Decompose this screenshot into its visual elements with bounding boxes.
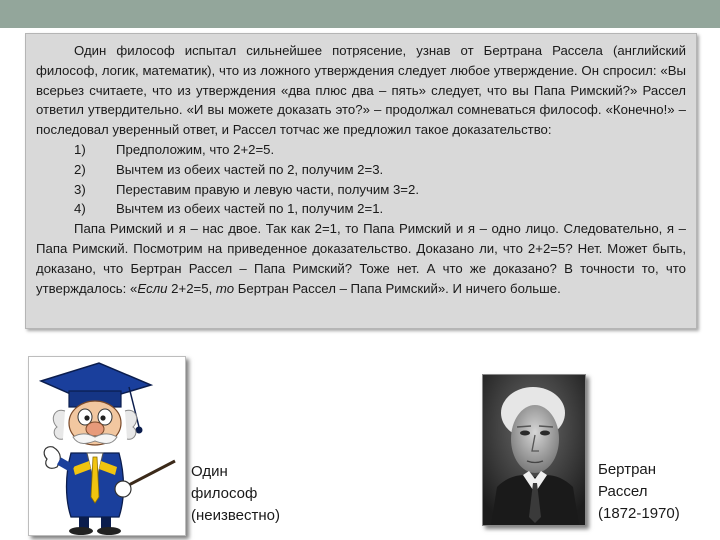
paragraph-intro: Один философ испытал сильнейшее потрясение, узнав от Бертрана Рассела (английский философ, логик, математик), что из ложного утверждения следует любое утверждение. Он спросил: «Вы всерьез считаете, что из утверждения «два плюс два – пять» следует, что вы Папа Римский?» Рассел ответил утвердительно. «И вы можете доказать это?» – продолжал сомневаться философ. «Конечно!» – последовал уверенный ответ, и Рассел тотчас же предложил такое доказательство: [36, 43, 686, 138]
step-text: Вычтем из обеих частей по 2, получим 2=3. [116, 161, 384, 177]
step-number: 4) [74, 201, 86, 217]
philosopher-cartoon-drawing [29, 357, 185, 535]
paragraph-conclusion [36, 219, 686, 298]
russell-portrait-drawing [483, 375, 585, 525]
caption-line: (1872-1970) [598, 505, 680, 522]
story-text-box [25, 33, 697, 329]
proof-step [36, 199, 686, 219]
caption-russell [598, 459, 680, 525]
caption-line: Рассел [598, 483, 648, 500]
step-number: 2) [74, 161, 86, 177]
philosopher-cartoon-image [28, 356, 186, 536]
conclusion-if: Если [137, 280, 168, 296]
top-bar [0, 0, 720, 28]
conclusion-then: то [215, 280, 235, 296]
caption-line: Бертран [598, 461, 657, 478]
proof-step [36, 180, 686, 200]
proof-step [36, 140, 686, 160]
caption-philosopher [191, 461, 280, 527]
conclusion-condition: 2+2=5, [167, 280, 216, 296]
step-text: Вычтем из обеих частей по 1, получим 2=1. [116, 201, 384, 217]
conclusion-text: Папа Римский и я – нас двое. Так как 2=1, то Папа Римский и я – одно лицо. Следовательно, я – Папа Римский. Посмотрим на приведенное доказательство. Доказано ли, что 2+2=5? Нет. Может быть, доказано, что Бертран Рассел – Папа Римский? Тоже нет. А что же доказано? В точности то, что утверждалось: « [36, 221, 686, 296]
conclusion-end: Бертран Рассел – Папа Римский». И ничего больше. [234, 280, 561, 296]
proof-step [36, 160, 686, 180]
step-text: Переставим правую и левую части, получим 3=2. [116, 181, 420, 197]
step-number: 3) [74, 181, 86, 197]
caption-line: Один [191, 463, 228, 480]
caption-line: философ [191, 485, 258, 502]
step-text: Предположим, что 2+2=5. [116, 141, 275, 157]
russell-portrait-photo [482, 374, 586, 526]
step-number: 1) [74, 141, 86, 157]
caption-line: (неизвестно) [191, 507, 281, 524]
